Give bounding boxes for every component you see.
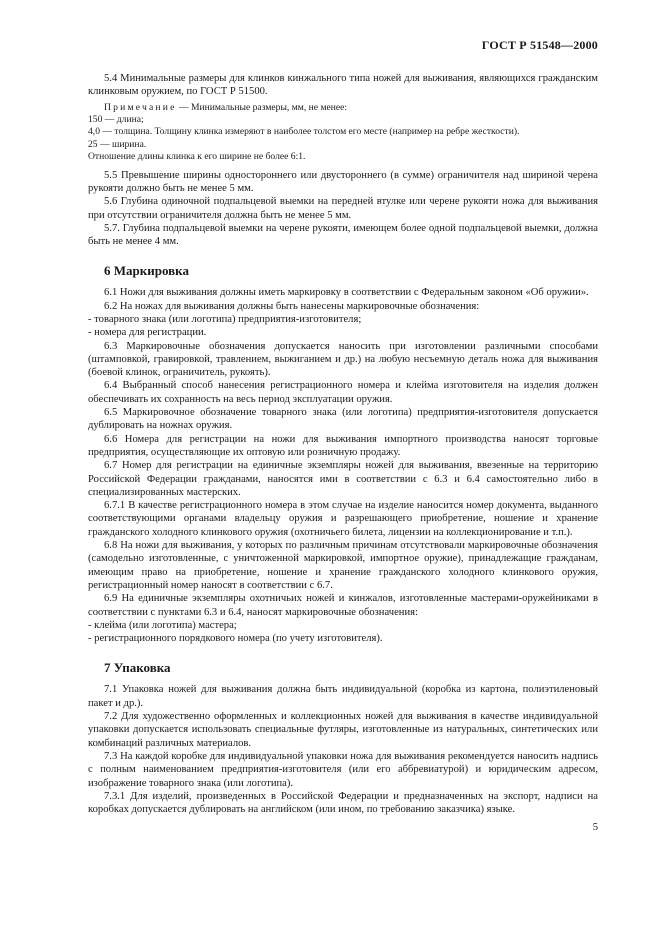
section-7-title: 7 Упаковка <box>104 660 171 676</box>
clause-7-3: 7.3 На каждой коробке для индивидуальной упаковки ножа для выживания рекомендуется наносить надпись с полным наименованием предприятия-изготовителя (или его аббревиатурой) и юридическим адресом, изображение товарного знака (или логотипа). <box>88 750 598 789</box>
clause-6-1: 6.1 Ножи для выживания должны иметь маркировку в соответствии с Федеральным законом «Об оружии». <box>104 287 589 299</box>
clause-6-6: 6.6 Номера для регистрации на ножи для выживания импортного производства наносят торговые предприятия, осуществляющие их оптовую или розничную продажу. <box>88 433 598 458</box>
clause-5-6: 5.6 Глубина одиночной подпальцевой выемки на передней втулке или черене рукояти ножа для выживания при отсутствии ограничителя должна быть не менее 5 мм. <box>88 196 598 221</box>
document-body <box>88 72 598 816</box>
clause-6-2: 6.2 На ножах для выживания должны быть нанесены маркировочные обозначения: <box>104 300 480 312</box>
clause-6-7: 6.7 Номер для регистрации на единичные экземпляры ножей для выживания, ввезенные на территорию Российской Федерации гражданами, наносятся ими в соответствии с 6.3 и 6.4 самостоятельно либо в специализированных мастерских. <box>88 460 598 498</box>
clause-7-2: 7.2 Для художественно оформленных и коллекционных ножей для выживания в качестве индивидуальной упаковки допускается использовать специальные футляры, изготовленные из натуральных, синтетических или комбинаций различных материалов. <box>88 711 598 749</box>
list-item: - товарного знака (или логотипа) предприятия-изготовителя; <box>88 314 362 325</box>
list-item: - номера для регистрации. <box>88 327 207 339</box>
clause-5-7: 5.7. Глубина подпальцевой выемки на черене рукояти, имеющем более одной подпальцевой выемки, должна быть не менее 4 мм. <box>88 222 598 248</box>
clause-7-3-1: 7.3.1 Для изделий, произведенных в Российской Федерации и предназначенных на экспорт, надписи на коробках допускается дублировать на английском (или ином, по требованию заказчика) языке. <box>88 790 598 816</box>
clause-5-4: 5.4 Минимальные размеры для клинков кинжального типа ножей для выживания, являющихся гражданским клинковым оружием, по ГОСТ Р 51500. <box>88 73 598 98</box>
standard-header: ГОСТ Р 51548—2000 <box>481 38 598 52</box>
clause-6-5: 6.5 Маркировочное обозначение товарного знака (или логотипа) предприятия-изготовителя допускается дублировать на ножнах оружия. <box>88 407 598 432</box>
clause-6-4: 6.4 Выбранный способ нанесения регистрационного номера и клейма изготовителя на изделия должен обеспечивать их сохранность на весь период эксплуатации оружия. <box>88 380 598 405</box>
clause-6-8: 6.8 На ножи для выживания, у которых по различным причинам отсутствовали маркировочные обозначения (самодельно изготовленные, с уничтоженной маркировкой, импортное оружие), принадлежащие гражданам, имеющим право на приобретение, ношение и хранение гражданского холодного клинкового оружия, регистрационный номер наносят в соответствии с 6.7. <box>88 540 598 591</box>
note-text: — Минимальные размеры, мм, не менее: <box>176 101 348 113</box>
note-line: Отношение длины клинка к его ширине не более 6:1. <box>88 151 306 163</box>
note-lead: Примечание <box>104 101 177 113</box>
note-line: 25 — ширина. <box>88 138 147 150</box>
clause-7-1: 7.1 Упаковка ножей для выживания должна быть индивидуальной (коробка из картона, полиэтиленовый пакет и др.). <box>88 684 598 709</box>
list-item: - регистрационного порядкового номера (по учету изготовителя). <box>88 633 383 645</box>
note-line: 4,0 — толщина. Толщину клинка измеряют в наиболее толстом его месте (например на ребре жесткости). <box>88 126 520 138</box>
section-6-title: 6 Маркировка <box>104 263 189 279</box>
clause-6-9: 6.9 На единичные экземпляры охотничьих ножей и кинжалов, изготовленные мастерами-оружейниками в соответствии с пунктами 6.3 и 6.4, наносят маркировочные обозначения: <box>88 593 598 618</box>
page-number: 5 <box>592 822 598 833</box>
clause-6-3: 6.3 Маркировочные обозначения допускается наносить при изготовлении различными способами (штамповкой, гравировкой, травлением, выжиганием и др.) на любую несъемную деталь ножа для выживания (боевой клинок, ограничитель, рукоять). <box>88 340 598 379</box>
note-line: 150 — длина; <box>88 114 144 125</box>
clause-5-5: 5.5 Превышение ширины одностороннего или двустороннего (в сумме) ограничителя над шириной черена рукояти должно быть не менее 5 мм. <box>88 169 598 194</box>
note-heading <box>88 102 598 114</box>
clause-6-7-1: 6.7.1 В качестве регистрационного номера в этом случае на изделие наносится номер документа, выданного соответствующими органами владельцу оружия и разрешающего приобретение, ношение и хранение гражданского холодного клинкового оружия (охотничьего билета, лицензии на коллекционирование и т.п.). <box>88 500 598 538</box>
list-item: - клейма (или логотипа) мастера; <box>88 619 237 631</box>
note-block <box>88 102 598 164</box>
